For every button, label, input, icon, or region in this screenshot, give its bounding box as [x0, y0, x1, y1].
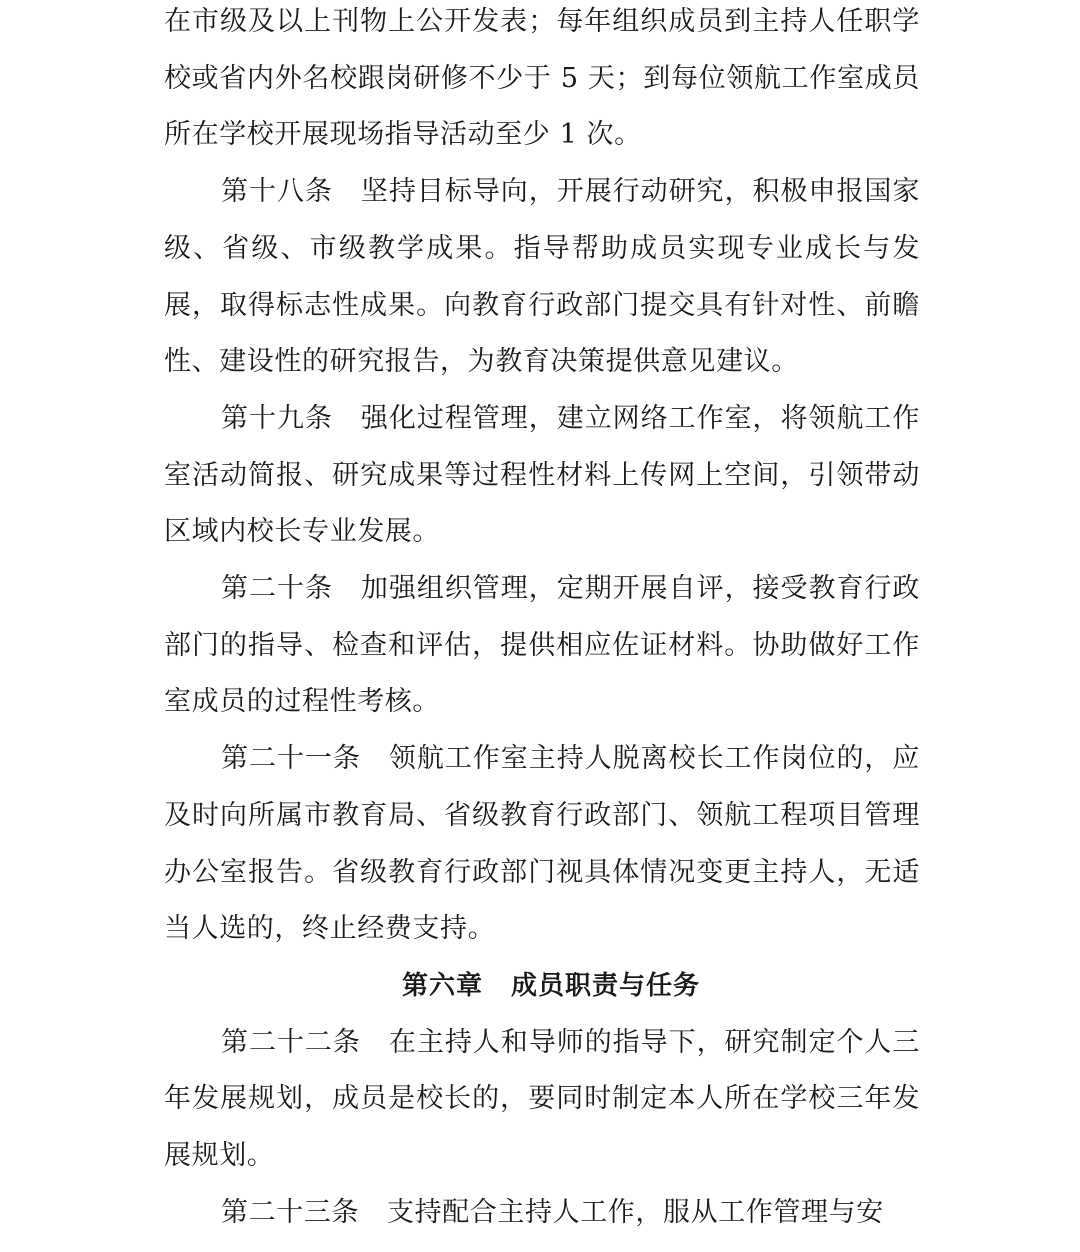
- article-number: 第二十三条: [221, 1196, 359, 1228]
- article-text: 领航工作室主持人脱离校长工作岗位的，应及时向所属市教育局、省级教育行政部门、领航工程项目管理办公室报告。省级教育行政部门视具体情况变更主持人，无适当人选的，终止经费支持。: [164, 743, 920, 945]
- article-text: 强化过程管理，建立网络工作室，将领航工作室活动简报、研究成果等过程性材料上传网上空间，引领带动区域内校长专业发展。: [164, 402, 921, 548]
- article-21: [164, 731, 920, 958]
- article-text: 加强组织管理，定期开展自评，接受教育行政部门的指导、检查和评估，提供相应佐证材料。协助做好工作室成员的过程性考核。: [164, 573, 921, 718]
- article-23: [164, 1185, 920, 1242]
- article-number: 第二十一条: [221, 743, 361, 775]
- article-number: 第二十二条: [221, 1026, 361, 1058]
- article-20: [164, 561, 920, 731]
- continuation-paragraph: 在市级及以上刊物上公开发表；每年组织成员到主持人任职学校或省内外名校跟岗研修不少于 5 天；到每位领航工作室成员所在学校开展现场指导活动至少 1 次。: [164, 6, 920, 151]
- chapter-title: 成员职责与任务: [511, 970, 701, 1001]
- article-number: 第十八条: [221, 176, 333, 208]
- document-page: [164, 0, 920, 1241]
- chapter-heading: [164, 958, 920, 1015]
- article-18: [164, 164, 920, 391]
- article-text: 支持配合主持人工作，服从工作管理与安: [387, 1196, 884, 1228]
- article-number: 第十九条: [221, 402, 333, 434]
- article-22: [164, 1015, 920, 1185]
- article-text: 在主持人和导师的指导下，研究制定个人三年发展规划，成员是校长的，要同时制定本人所在学校三年发展规划。: [164, 1026, 920, 1172]
- article-number: 第二十条: [221, 573, 333, 605]
- chapter-number: 第六章: [401, 970, 483, 1001]
- article-19: [164, 391, 920, 561]
- article-text: 坚持目标导向，开展行动研究，积极申报国家级、省级、市级教学成果。指导帮助成员实现专业成长与发展，取得标志性成果。向教育行政部门提交具有针对性、前瞻性、建设性的研究报告，为教育决策提供意见建议。: [164, 176, 921, 378]
